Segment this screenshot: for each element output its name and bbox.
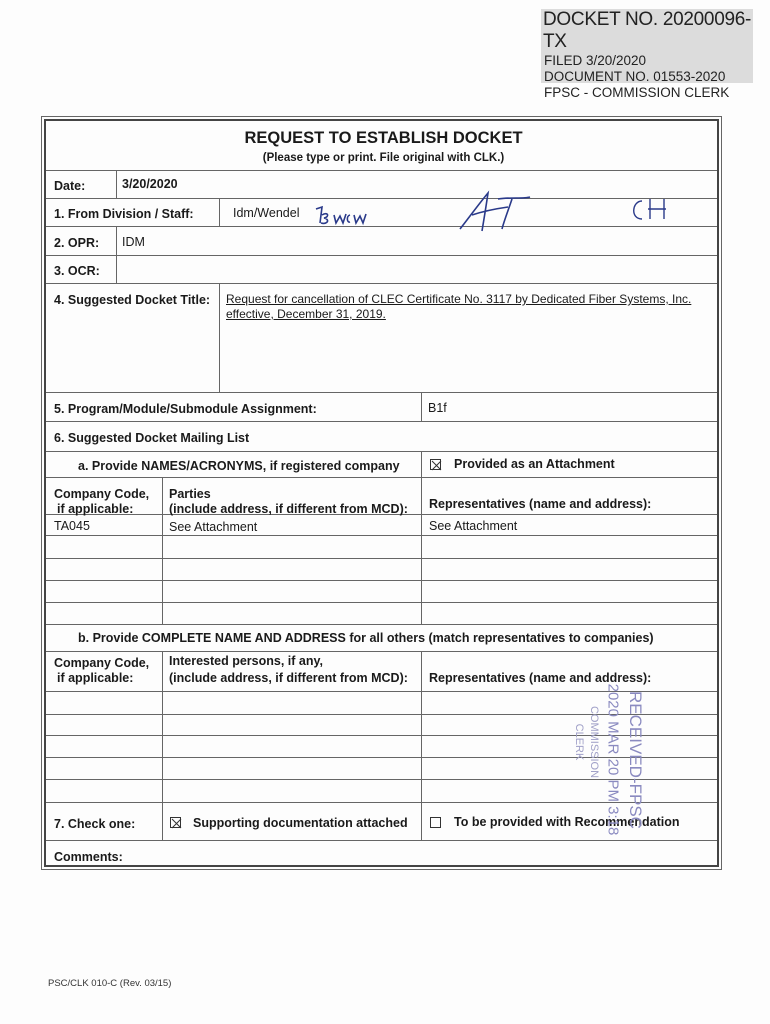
interested-header-1: Interested persons, if any, <box>169 654 323 668</box>
opr-value[interactable]: IDM <box>122 235 145 249</box>
received-fpsc: RECEIVED-FPSC <box>626 691 645 829</box>
initials-ch-icon <box>626 195 676 227</box>
docket-title-line2[interactable]: effective, December 31, 2019. <box>226 307 386 321</box>
docket-title-label: 4. Suggested Docket Title: <box>54 293 211 307</box>
section-b-label: b. Provide COMPLETE NAME AND ADDRESS for all others (match representatives to companies) <box>78 631 654 645</box>
parties-value[interactable]: See Attachment <box>169 520 258 534</box>
company-code-b-header-1: Company Code, <box>54 656 150 670</box>
interested-header-2: (include address, if different from MCD): <box>169 671 408 685</box>
section-a-label: a. Provide NAMES/ACRONYMS, if registered company <box>78 459 400 473</box>
program-assignment-value[interactable]: B1f <box>428 401 447 415</box>
supporting-docs-checkbox[interactable] <box>170 817 181 828</box>
supporting-docs-label: Supporting documentation attached <box>193 816 408 830</box>
date-label: Date: <box>54 179 86 193</box>
document-number: DOCUMENT NO. 01553-2020 <box>544 69 726 84</box>
opr-label: 2. OPR: <box>54 236 100 250</box>
recommendation-checkbox[interactable] <box>430 817 441 828</box>
docket-title-line1[interactable]: Request for cancellation of CLEC Certificate No. 3117 by Dedicated Fiber Systems, Inc. <box>226 292 692 306</box>
received-stamp <box>573 683 700 838</box>
provided-attachment-label: Provided as an Attachment <box>454 457 615 471</box>
representatives-value[interactable]: See Attachment <box>429 519 518 533</box>
from-division-value[interactable]: Idm/Wendel <box>233 206 300 220</box>
received-clerk: CLERK <box>573 723 585 761</box>
docket-stamp <box>541 9 753 100</box>
form-footer: PSC/CLK 010-C (Rev. 03/15) <box>48 978 172 989</box>
company-code-value[interactable]: TA045 <box>54 519 90 533</box>
representatives-b-header: Representatives (name and address): <box>429 671 652 685</box>
representatives-header: Representatives (name and address): <box>429 497 652 511</box>
program-assignment-label: 5. Program/Module/Submodule Assignment: <box>54 402 317 416</box>
company-code-header-1: Company Code, <box>54 487 150 501</box>
company-code-header-2: if applicable: <box>57 502 134 516</box>
commission-clerk: FPSC - COMMISSION CLERK <box>544 85 730 100</box>
signature-icon <box>454 189 594 235</box>
check-one-label: 7. Check one: <box>54 817 136 831</box>
date-value[interactable]: 3/20/2020 <box>122 177 178 191</box>
ocr-label: 3. OCR: <box>54 264 100 278</box>
form-title: REQUEST TO ESTABLISH DOCKET <box>244 129 523 147</box>
initials-signature-icon <box>312 203 372 229</box>
company-code-b-header-2: if applicable: <box>57 671 134 685</box>
parties-header-1: Parties <box>169 487 211 501</box>
recommendation-label: To be provided with Recommendation <box>454 815 680 829</box>
filed-date: FILED 3/20/2020 <box>544 53 647 68</box>
attachment-checkbox[interactable] <box>430 459 441 470</box>
comments-label: Comments: <box>54 850 123 864</box>
received-date: 2020 MAR 20 PM 3:18 <box>604 683 622 836</box>
parties-header-2: (include address, if different from MCD): <box>169 502 408 516</box>
received-commission: COMMISSION <box>588 705 600 779</box>
from-division-label: 1. From Division / Staff: <box>54 207 194 221</box>
docket-number: DOCKET NO. 20200096-TX <box>543 9 752 52</box>
form-subtitle: (Please type or print. File original with CLK.) <box>262 152 505 164</box>
mailing-list-label: 6. Suggested Docket Mailing List <box>54 431 250 445</box>
